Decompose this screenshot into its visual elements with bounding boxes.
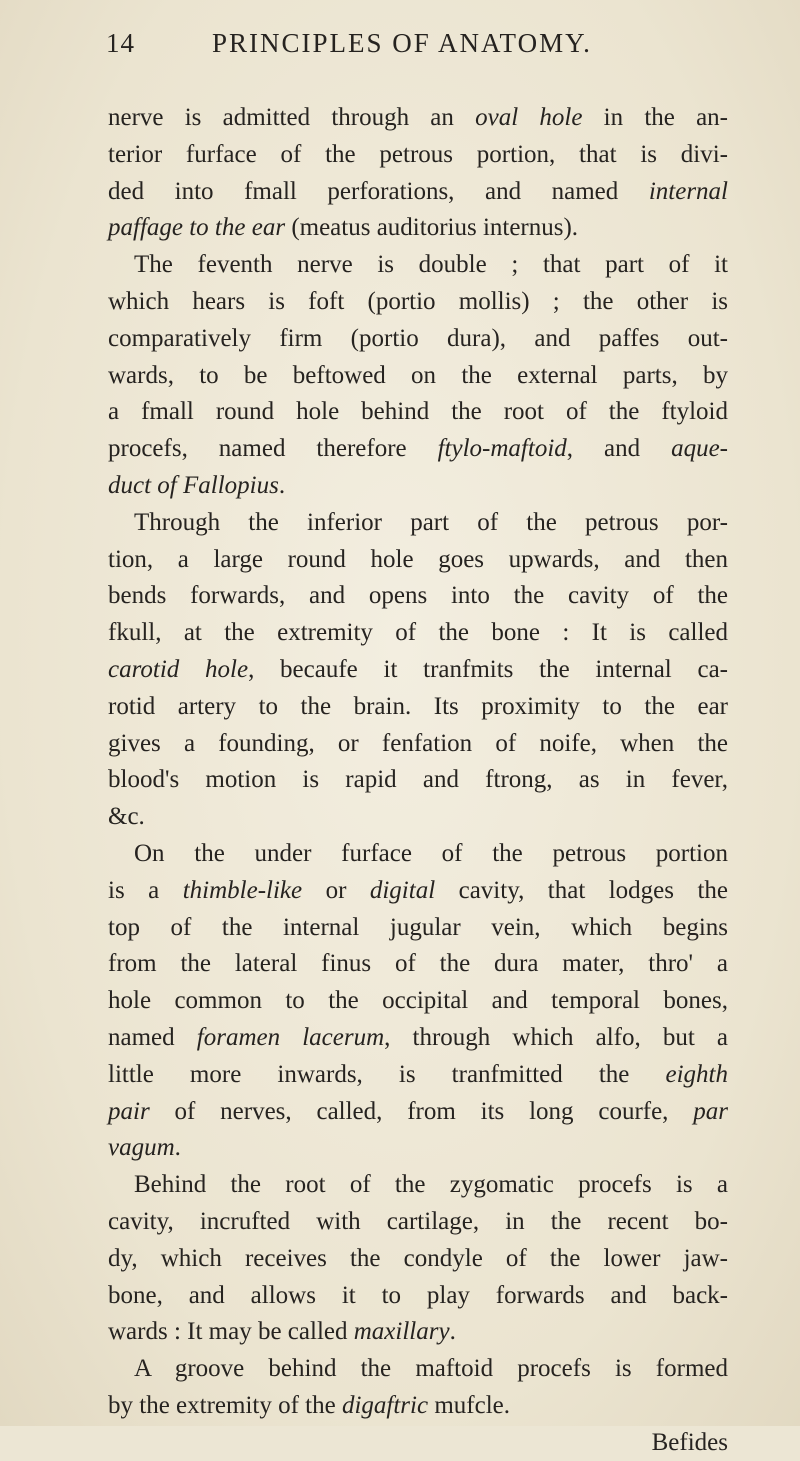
text-line [108, 652, 728, 689]
page-header [92, 28, 772, 68]
text-line [108, 1167, 728, 1204]
text-span: of nerves, called, from its long courfe, [149, 1097, 694, 1125]
text-span: in the an- [582, 104, 728, 131]
text-span: little more inwards, is tranfmitted the [108, 1060, 666, 1088]
text-span: tion, a large round hole goes upwards, and then [108, 545, 728, 573]
text-span: blood's motion is rapid and ftrong, as in fever, [108, 766, 728, 794]
text-span: . [174, 1134, 181, 1162]
text-span: , through which alfo, but a [384, 1023, 729, 1051]
text-span: The feventh nerve is double ; that part of it [134, 251, 728, 279]
text-span: Through the inferior part of the petrous por- [134, 508, 728, 536]
italic-term: aque- [671, 435, 728, 463]
text-line [108, 689, 728, 726]
text-span: Behind the root of the zygomatic procefs is a [134, 1171, 728, 1199]
italic-term: ftylo-maftoid [437, 435, 567, 463]
text-line [108, 1278, 728, 1315]
text-span: by the extremity of the [108, 1391, 342, 1419]
text-span: a fmall round hole behind the root of the ftyloid [108, 398, 728, 426]
text-span: (meatus auditorius internus). [285, 214, 579, 242]
text-span: bends forwards, and opens into the cavity of the [108, 582, 728, 610]
text-span: dy, which receives the condyle of the lower jaw- [108, 1244, 728, 1272]
text-span: Befides [651, 1428, 728, 1456]
text-span: mufcle. [428, 1391, 510, 1419]
text-span: . [449, 1318, 456, 1346]
text-span: ded into fmall perforations, and named [108, 177, 649, 205]
text-line [108, 284, 728, 321]
italic-term: maxillary [353, 1318, 450, 1346]
text-line [108, 910, 728, 947]
italic-term: vagum [108, 1134, 175, 1162]
text-line [108, 1314, 728, 1351]
italic-term: internal [648, 177, 728, 205]
italic-term: paffage to the ear [108, 214, 286, 242]
running-title: PRINCIPLES OF ANATOMY. [212, 28, 592, 58]
text-span: hole common to the occipital and temporal bones, [108, 987, 728, 1015]
text-line [108, 210, 728, 247]
text-line [108, 1241, 728, 1278]
text-line [108, 836, 728, 873]
text-span: gives a founding, or fenfation of noife, when the [108, 729, 728, 757]
italic-term: digital [369, 876, 436, 904]
italic-term: eighth [665, 1060, 728, 1088]
text-span: fkull, at the extremity of the bone : It is called [108, 619, 728, 647]
text-line [108, 137, 728, 174]
italic-term: oval hole [475, 104, 583, 131]
text-span: cavity, that lodges the [435, 876, 729, 904]
text-line [108, 247, 728, 284]
text-line [108, 505, 728, 542]
text-line [108, 946, 728, 983]
text-span: comparatively firm (portio dura), and paffes out- [108, 324, 728, 352]
text-span: , becaufe it tranfmits the internal ca- [248, 655, 728, 683]
text-span: A groove behind the maftoid procefs is formed [134, 1355, 728, 1383]
text-span: nerve is admitted through an [108, 104, 476, 131]
text-line [108, 799, 728, 836]
text-span: On the under furface of the petrous portion [134, 839, 728, 867]
text-line [108, 762, 728, 799]
text-line [108, 1130, 728, 1167]
text-span: named [108, 1023, 197, 1051]
text-line [108, 1204, 728, 1241]
text-line [108, 873, 728, 910]
italic-term: carotid hole [108, 655, 249, 683]
text-span: bone, and allows it to play forwards and back- [108, 1281, 728, 1309]
italic-term: thimble-like [182, 876, 303, 904]
text-line [108, 1388, 728, 1425]
text-line [108, 1057, 728, 1094]
italic-term: par [693, 1097, 728, 1125]
text-span: top of the internal jugular vein, which begins [108, 913, 728, 941]
text-line [108, 321, 728, 358]
text-line [108, 542, 728, 579]
text-span: or [302, 876, 370, 904]
text-line [108, 394, 728, 431]
text-line [108, 174, 728, 211]
text-line [108, 358, 728, 395]
body-text [108, 100, 728, 1461]
text-span: is a [108, 876, 183, 904]
text-line [108, 615, 728, 652]
text-span: wards : It may be called [108, 1318, 354, 1346]
text-span: &c. [108, 803, 145, 831]
text-line [108, 431, 728, 468]
italic-term: duct of Fallopius [108, 471, 279, 499]
text-line [108, 1351, 728, 1388]
text-span: terior furface of the petrous portion, that is divi- [108, 140, 728, 168]
text-line [108, 726, 728, 763]
text-line [108, 100, 728, 137]
text-line [108, 983, 728, 1020]
italic-term: foramen lacerum [196, 1023, 385, 1051]
text-line [108, 1020, 728, 1057]
text-line [108, 578, 728, 615]
text-line [108, 1425, 728, 1461]
page-number: 14 [106, 28, 135, 58]
text-span: from the lateral finus of the dura mater, thro' a [108, 950, 728, 978]
text-line [108, 1094, 728, 1131]
italic-term: digaftric [341, 1391, 429, 1419]
text-span: wards, to be beftowed on the external parts, by [108, 361, 728, 389]
text-span: cavity, incrufted with cartilage, in the recent bo- [108, 1207, 728, 1235]
text-span: procefs, named therefore [108, 435, 438, 463]
text-span: . [278, 471, 286, 499]
text-span: , and [566, 435, 672, 463]
italic-term: pair [108, 1097, 150, 1125]
text-line [108, 468, 728, 505]
text-span: rotid artery to the brain. Its proximity to the ear [108, 692, 728, 720]
text-span: which hears is foft (portio mollis) ; the other is [108, 287, 728, 315]
